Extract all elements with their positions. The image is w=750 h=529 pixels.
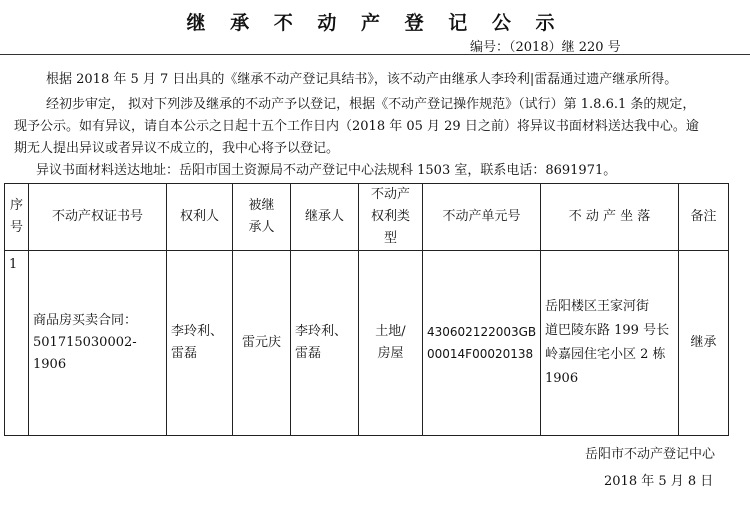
cell-right-type: [359, 251, 423, 436]
cell-location-line1: 岳阳楼区王家河街: [545, 299, 650, 314]
cell-holder-line2: 雷磊: [171, 346, 198, 361]
page-title: 继 承 不 动 产 登 记 公 示: [186, 12, 564, 34]
cell-location-line4: 1906: [545, 371, 579, 386]
cell-heir-line2: 雷磊: [295, 346, 322, 361]
cell-unit-no-line1: 430602122003GB: [427, 325, 537, 339]
cell-unit-no-line2: 00014F00020138: [427, 347, 534, 361]
cell-heir-line1: 李玲利、: [295, 324, 348, 339]
cell-holder: [167, 251, 233, 436]
paragraph-review-line3: 期无人提出异议或者异议不成立的，我中心将予以登记。: [14, 141, 340, 156]
table-header-row: [5, 184, 729, 251]
document-number: 编号：（2018）继 220 号: [470, 40, 621, 55]
paragraph-objection-address: 异议书面材料送达地址：岳阳市国土资源局不动产登记中心法规科 1503 室，联系电话：8691971。: [36, 163, 617, 178]
header-location: 不 动 产 坐 落: [541, 184, 679, 251]
header-right-type: 不动产权利类型: [359, 184, 423, 251]
cell-heir: [291, 251, 359, 436]
issue-date: 2018 年 5 月 8 日: [604, 474, 714, 489]
issuing-organization: 岳阳市不动产登记中心: [585, 447, 716, 462]
cell-location-line3: 岭嘉园住宅小区 2 栋: [545, 347, 666, 362]
cell-cert-line2: 501715030002-1906: [33, 335, 137, 372]
header-unit-no: 不动产单元号: [423, 184, 541, 251]
header-holder: 权利人: [167, 184, 233, 251]
paragraph-basis: 根据 2018 年 5 月 7 日出具的《继承不动产登记具结书》，该不动产由继承人李玲利|雷磊通过遗产继承所得。: [46, 72, 678, 87]
cell-cert: [29, 251, 167, 436]
cell-seq: 1: [5, 251, 29, 436]
header-heir: 继承人: [291, 184, 359, 251]
header-remark: 备注: [679, 184, 729, 251]
header-seq: 序号: [5, 184, 29, 251]
cell-location-line2: 道巴陵东路 199 号长: [545, 323, 670, 338]
cell-unit-no: [423, 251, 541, 436]
header-cert: 不动产权证书号: [29, 184, 167, 251]
header-decedent: 被继承人: [233, 184, 291, 251]
paragraph-review-line1: 经初步审定， 拟对下列涉及继承的不动产予以登记，根据《不动产登记操作规范》（试行）第 1.8.6.1 条的规定，: [46, 97, 696, 112]
cell-location: [541, 251, 679, 436]
table-row: [5, 251, 729, 436]
paragraph-review-line2: 现予公示。如有异议，请自本公示之日起十五个工作日内（2018 年 05 月 29 日之前）将异议书面材料送达我中心。逾: [14, 119, 699, 134]
cell-decedent: 雷元庆: [233, 251, 291, 436]
notice-table: [4, 183, 729, 436]
header-divider: [0, 54, 750, 55]
cell-right-type-line2: 房屋: [377, 346, 404, 361]
cell-right-type-line1: 土地/: [375, 324, 406, 339]
cell-cert-line1: 商品房买卖合同：: [33, 313, 138, 328]
cell-holder-line1: 李玲利、: [171, 324, 224, 339]
cell-remark: 继承: [679, 251, 729, 436]
